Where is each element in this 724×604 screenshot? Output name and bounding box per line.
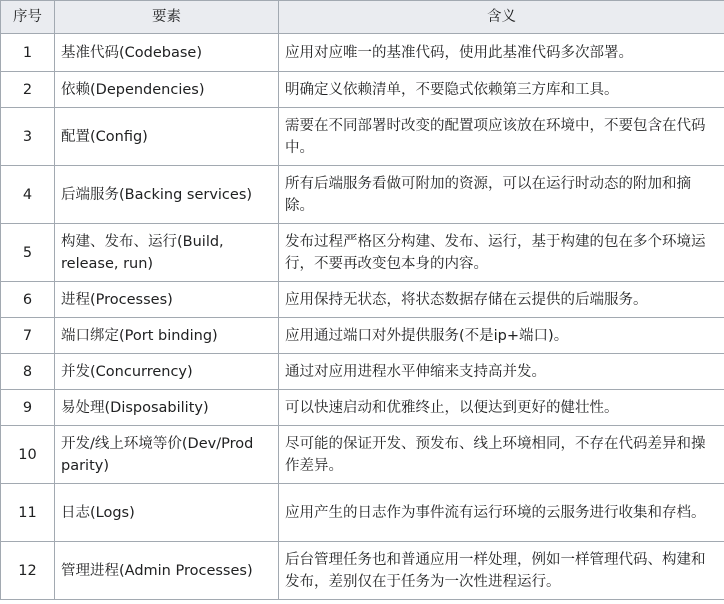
table-row (1, 542, 724, 600)
row-number: 4 (1, 166, 55, 224)
row-factor: 易处理(Disposability) (55, 390, 279, 426)
table-row (1, 354, 724, 390)
row-factor: 进程(Processes) (55, 282, 279, 318)
header-number: 序号 (1, 1, 55, 34)
table-row (1, 224, 724, 282)
table-row (1, 282, 724, 318)
row-meaning: 通过对应用进程水平伸缩来支持高并发。 (279, 354, 724, 390)
table-row (1, 166, 724, 224)
row-meaning: 应用通过端口对外提供服务(不是ip+端口)。 (279, 318, 724, 354)
row-number: 7 (1, 318, 55, 354)
table-row (1, 34, 724, 72)
table-row (1, 390, 724, 426)
row-number: 10 (1, 426, 55, 484)
table-row (1, 484, 724, 542)
header-meaning: 含义 (279, 1, 724, 34)
row-factor: 开发/线上环境等价(Dev/Prod parity) (55, 426, 279, 484)
row-number: 8 (1, 354, 55, 390)
row-factor: 端口绑定(Port binding) (55, 318, 279, 354)
row-meaning: 可以快速启动和优雅终止，以便达到更好的健壮性。 (279, 390, 724, 426)
row-factor: 构建、发布、运行(Build, release, run) (55, 224, 279, 282)
row-meaning: 应用对应唯一的基准代码，使用此基准代码多次部署。 (279, 34, 724, 72)
table-header-row (1, 1, 724, 34)
row-number: 12 (1, 542, 55, 600)
row-meaning: 需要在不同部署时改变的配置项应该放在环境中，不要包含在代码中。 (279, 108, 724, 166)
table-row (1, 72, 724, 108)
row-meaning: 应用保持无状态，将状态数据存储在云提供的后端服务。 (279, 282, 724, 318)
row-meaning: 后台管理任务也和普通应用一样处理，例如一样管理代码、构建和发布，差别仅在于任务为一次性进程运行。 (279, 542, 724, 600)
row-number: 5 (1, 224, 55, 282)
row-factor: 管理进程(Admin Processes) (55, 542, 279, 600)
row-meaning: 尽可能的保证开发、预发布、线上环境相同，不存在代码差异和操作差异。 (279, 426, 724, 484)
row-number: 6 (1, 282, 55, 318)
row-number: 9 (1, 390, 55, 426)
table-row (1, 318, 724, 354)
row-factor: 依赖(Dependencies) (55, 72, 279, 108)
table-row (1, 108, 724, 166)
row-number: 2 (1, 72, 55, 108)
row-factor: 并发(Concurrency) (55, 354, 279, 390)
row-factor: 基准代码(Codebase) (55, 34, 279, 72)
row-factor: 配置(Config) (55, 108, 279, 166)
row-number: 3 (1, 108, 55, 166)
table-row (1, 426, 724, 484)
row-factor: 后端服务(Backing services) (55, 166, 279, 224)
row-number: 11 (1, 484, 55, 542)
row-number: 1 (1, 34, 55, 72)
row-meaning: 应用产生的日志作为事件流有运行环境的云服务进行收集和存档。 (279, 484, 724, 542)
row-factor: 日志(Logs) (55, 484, 279, 542)
row-meaning: 所有后端服务看做可附加的资源，可以在运行时动态的附加和摘除。 (279, 166, 724, 224)
row-meaning: 明确定义依赖清单，不要隐式依赖第三方库和工具。 (279, 72, 724, 108)
row-meaning: 发布过程严格区分构建、发布、运行，基于构建的包在多个环境运行，不要再改变包本身的内容。 (279, 224, 724, 282)
header-factor: 要素 (55, 1, 279, 34)
